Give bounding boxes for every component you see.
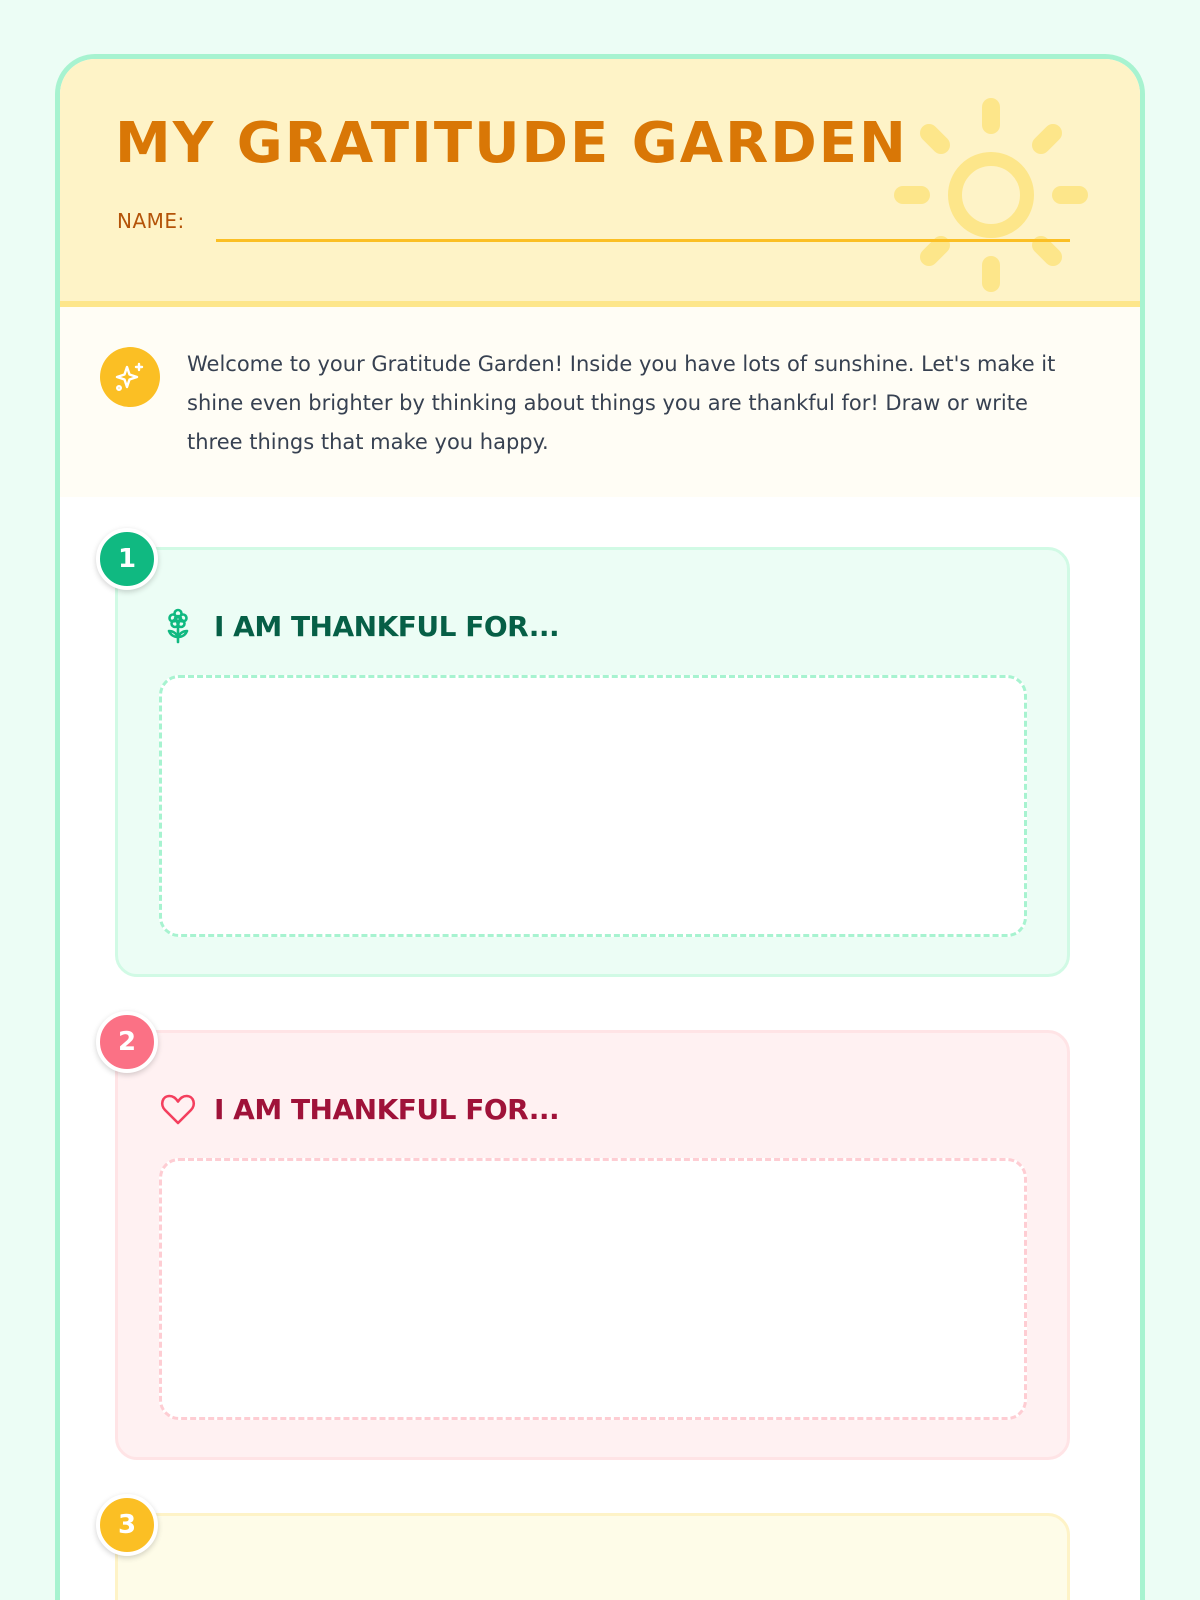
name-field[interactable]	[216, 239, 1070, 242]
page-title: MY GRATITUDE GARDEN	[115, 111, 908, 176]
step-badge: 2	[96, 1011, 158, 1073]
box-heading	[158, 1089, 559, 1129]
intro-text: Welcome to your Gratitude Garden! Inside you have lots of sunshine. Let's make it shine even brighter by thinking about things you are thankful for! Draw or write three things that make you happy.	[187, 352, 1056, 454]
box-heading	[158, 606, 559, 646]
gratitude-box-1	[115, 544, 1070, 977]
box-title: I AM THANKFUL FOR...	[214, 1092, 560, 1126]
gratitude-box-2	[115, 1027, 1070, 1460]
sparkle-icon	[100, 347, 160, 407]
sun-icon	[893, 97, 1089, 293]
gratitude-box-3	[115, 1510, 1070, 1600]
answer-area[interactable]	[159, 1158, 1027, 1420]
worksheet-header	[60, 59, 1140, 307]
name-label: NAME:	[117, 209, 185, 233]
worksheet-card	[55, 54, 1145, 1600]
flower-icon	[158, 606, 198, 646]
box-title: I AM THANKFUL FOR...	[214, 609, 560, 643]
step-badge: 1	[96, 528, 158, 590]
intro-panel	[60, 307, 1140, 497]
step-badge: 3	[96, 1494, 158, 1556]
answer-area[interactable]	[159, 675, 1027, 937]
heart-icon	[158, 1089, 198, 1129]
